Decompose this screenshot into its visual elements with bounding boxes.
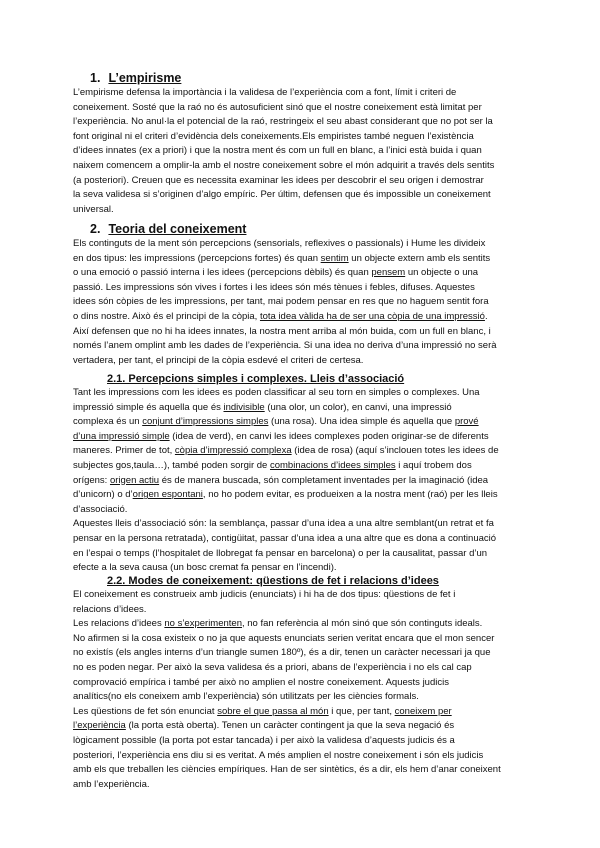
text-line: [73, 690, 533, 705]
underlined-phrase: d’una impressió simple: [73, 430, 170, 442]
text-line: [73, 547, 533, 562]
underlined-phrase: combinacions d’idees simples: [269, 459, 396, 471]
text-run: un objecte extern amb els sentits: [348, 252, 491, 264]
underlined-phrase: prové: [454, 416, 479, 428]
text-line: [73, 354, 533, 369]
text-run: amb els que treballen les ciències empíriques. Han de ser sintètics, és a dir, els hem d’anar coneixent: [73, 764, 501, 776]
text-run: maneres. Primer de tot,: [73, 445, 175, 457]
text-line: [73, 561, 533, 576]
text-line: [73, 661, 533, 676]
text-run: pensar en la persona retratada), contigüitat, passar d’una idea a una altre que es dona a continuació: [73, 532, 497, 544]
text-run: lògicament possible (la porta pot estar tancada) i per això la validesa d’aquests judicis és a: [73, 734, 455, 746]
text-line: L’empirisme defensa la importància i la validesa de l’experiència com a font, límit i criteri de: [73, 87, 457, 98]
text-line: l’experiència. No anul·la el potencial de la raó, restringeix el seu abast considerant que no pot ser la: [73, 116, 493, 128]
underlined-phrase: sentim: [320, 252, 349, 264]
text-run: (una olor, un color), en canvi, una impressió: [264, 401, 452, 413]
underlined-phrase: còpia d’impressió complexa: [174, 445, 292, 457]
text-line: [73, 705, 533, 720]
text-line: [73, 588, 533, 603]
text-line: [73, 617, 533, 632]
text-run: , no fan referència al món sinó que són continguts ideals.: [242, 618, 483, 630]
section-2-2-heading: 2.2. Modes de coneixement: qüestions de fet i relacions d’idees: [107, 575, 439, 587]
section-1-title: L’empirisme: [108, 71, 182, 85]
text-line: [73, 632, 533, 647]
text-line: [73, 646, 533, 661]
text-line: coneixement. Sosté que la raó no és autosuficient sinó que el nostre coneixement està limitat per: [73, 101, 482, 113]
text-run: .: [484, 310, 488, 322]
text-run: en l’espai o temps (l’hospitalet de llobregat fa pensar en barcelona) o per la causalitat, passar d’un: [73, 547, 488, 559]
text-line: [73, 488, 533, 503]
text-run: impressió simple és aquella que és: [73, 401, 224, 413]
text-line: [73, 310, 533, 325]
text-run: d’associació.: [73, 503, 128, 515]
text-run: (la porta està oberta). Tenen un caràcter contingent ja que la seva negació és: [125, 720, 455, 732]
text-run: en dos tipus: les impressions (percepcions fortes) és quan: [73, 252, 321, 264]
underlined-phrase: sobre el que passa al món: [217, 705, 329, 717]
text-run: (idea de verd), en canvi les idees complexes poden originar-se de diferents: [169, 430, 489, 442]
section-2-1-heading: 2.1. Percepcions simples i complexes. Lleis d’associació: [107, 373, 405, 385]
underlined-phrase: tota idea vàlida ha de ser una còpia de una impressió: [259, 310, 485, 322]
text-line: font original ni el criteri d’evidència dels coneixements.Els empiristes també neguen l’existència: [73, 130, 474, 142]
underlined-phrase: pensem: [371, 267, 406, 279]
text-run: o dins nostre. Això és el principi de la còpia,: [73, 310, 260, 322]
text-run: posteriori, l’experiència ens diu si es veritat. A més amplien el nostre coneixement i són els judicis: [73, 749, 484, 761]
text-line: (a posteriori). Creuen que es necessita examinar les idees per descobrir el seu origen i demostrar: [73, 174, 484, 186]
section-2-title: Teoria del coneixement: [108, 222, 247, 236]
text-line: [73, 252, 533, 267]
text-line: [73, 237, 533, 252]
text-line: [73, 734, 533, 749]
text-run: Les qüestions de fet són enunciat: [73, 705, 218, 717]
text-run: Així defensen que no hi ha idees innates, la nostra ment arriba al món buida, com un full en blanc, i: [73, 325, 491, 337]
underlined-phrase: indivisible: [223, 401, 265, 413]
section-1-paragraph: [73, 86, 533, 217]
text-run: passió. Les impressions són vives i fortes i les idees són més tènues i febles, difuses. Aquestes: [73, 281, 475, 293]
text-run: d’unicorn) o d’: [73, 489, 133, 501]
text-run: no existís (els angles interns d’un triangle sumen 180º), és a dir, tenen un caràcter necessari ja que: [73, 647, 491, 659]
text-line: [73, 386, 533, 401]
text-line: [73, 603, 533, 618]
text-line: [73, 749, 533, 764]
text-line: [73, 474, 533, 489]
text-line: [73, 444, 533, 459]
text-run: un objecte o una: [405, 267, 479, 279]
text-line: [73, 295, 533, 310]
text-run: (idea de rosa) (aquí s’inclouen totes les idees de: [291, 445, 499, 457]
underlined-phrase: conjunt d’impressions simples: [142, 416, 269, 428]
text-run: o una emoció o passió interna i les idees (percepcions dèbils) és quan: [73, 267, 372, 279]
text-run: Tant les impressions com les idees es poden classificar al seu torn en simples o complexes. Una: [73, 387, 480, 398]
text-run: analítics(no els coneixem amb l’experiència) són utilitzats per les ciències formals.: [73, 691, 419, 703]
text-run: només l’anem omplint amb les dades de l’experiència. Si una idea no deriva d’una impressió no serà: [73, 340, 497, 352]
text-run: idees són còpies de les impressions, per tant, mai podem pensar en res que no haguem sentit fora: [73, 296, 489, 308]
text-run: no es poden negar. Per això la seva validesa és a priori, abans de l’experiència i no els cal cap: [73, 661, 472, 673]
underlined-phrase: l’experiència: [73, 720, 126, 732]
text-line: d’idees innates (ex a priori) i que la nostra ment és com un full en blanc, a l’inici està buida i quan: [73, 145, 482, 157]
text-line: [73, 763, 533, 778]
text-run: i que, per tant,: [328, 705, 395, 717]
text-run: Els continguts de la ment són percepcions (sensorials, reflexives o passionals) i Hume les divideix: [73, 238, 486, 249]
section-2-number: 2.: [90, 222, 101, 236]
text-run: complexa és un: [73, 416, 143, 428]
text-line: universal.: [73, 203, 114, 215]
section-2-2-paragraph: [73, 588, 533, 792]
text-line: [73, 281, 533, 296]
section-2-heading: [90, 222, 246, 236]
text-line: [73, 517, 533, 532]
text-run: efecte a la seva causa (un bosc cremat fa pensar en l’incendi).: [73, 562, 337, 574]
text-run: vertadera, per tant, el principi de la còpia esdevé el criteri de certesa.: [73, 354, 364, 366]
text-run: Les relacions d’idees: [73, 618, 165, 630]
text-line: [73, 676, 533, 691]
text-line: la seva validesa si s’originen d’algo empíric. Per últim, defensen que és impossible un coneixement: [73, 189, 491, 201]
section-2-paragraph: [73, 237, 533, 368]
underlined-phrase: no s’experimenten: [164, 618, 242, 630]
text-line: [73, 266, 533, 281]
underlined-phrase: origen espontani: [132, 489, 203, 501]
text-run: subjectes gos,taula…), també poden sorgir de: [73, 459, 270, 471]
text-line: [73, 532, 533, 547]
text-line: [73, 325, 533, 340]
text-run: és de manera buscada, són completament inventades per la imaginació (idea: [159, 474, 489, 486]
text-run: amb l’experiència.: [73, 778, 150, 790]
text-run: No afirmen si la cosa existeix o no ja que aquests enunciats serien veritat encara que el mon sencer: [73, 632, 495, 644]
text-run: Aquestes lleis d’associació són: la semblança, passar d’una idea a una altre semblant(un retrat et fa: [73, 518, 494, 530]
section-1-heading: [90, 71, 181, 85]
text-run: relacions d’idees.: [73, 603, 147, 615]
text-run: , no ho podem evitar, es produeixen a la nostra ment (raó) per les lleis: [202, 489, 498, 501]
section-2-1-paragraph: [73, 386, 533, 576]
text-run: El coneixement es construeix amb judicis (enunciats) i hi ha de dos tipus: qüestions de fet i: [73, 589, 456, 600]
text-run: i aquí trobem dos: [395, 459, 472, 471]
text-line: [73, 430, 533, 445]
text-line: [73, 719, 533, 734]
underlined-phrase: coneixem per: [394, 705, 452, 717]
text-run: comprovació empírica i també per això no amplien el nostre coneixement. Aquests judicis: [73, 676, 449, 688]
section-1-number: 1.: [90, 71, 101, 85]
text-line: [73, 459, 533, 474]
text-line: [73, 339, 533, 354]
text-run: (una rosa). Una idea simple és aquella que: [268, 416, 455, 428]
text-line: [73, 503, 533, 518]
text-run: orígens:: [73, 474, 110, 486]
text-line: [73, 401, 533, 416]
text-line: [73, 778, 533, 793]
text-line: naixem comencem a omplir-la amb el nostre coneixement sobre el món adquirit a través dels sentits: [73, 159, 495, 171]
text-line: [73, 415, 533, 430]
underlined-phrase: origen actiu: [109, 474, 160, 486]
